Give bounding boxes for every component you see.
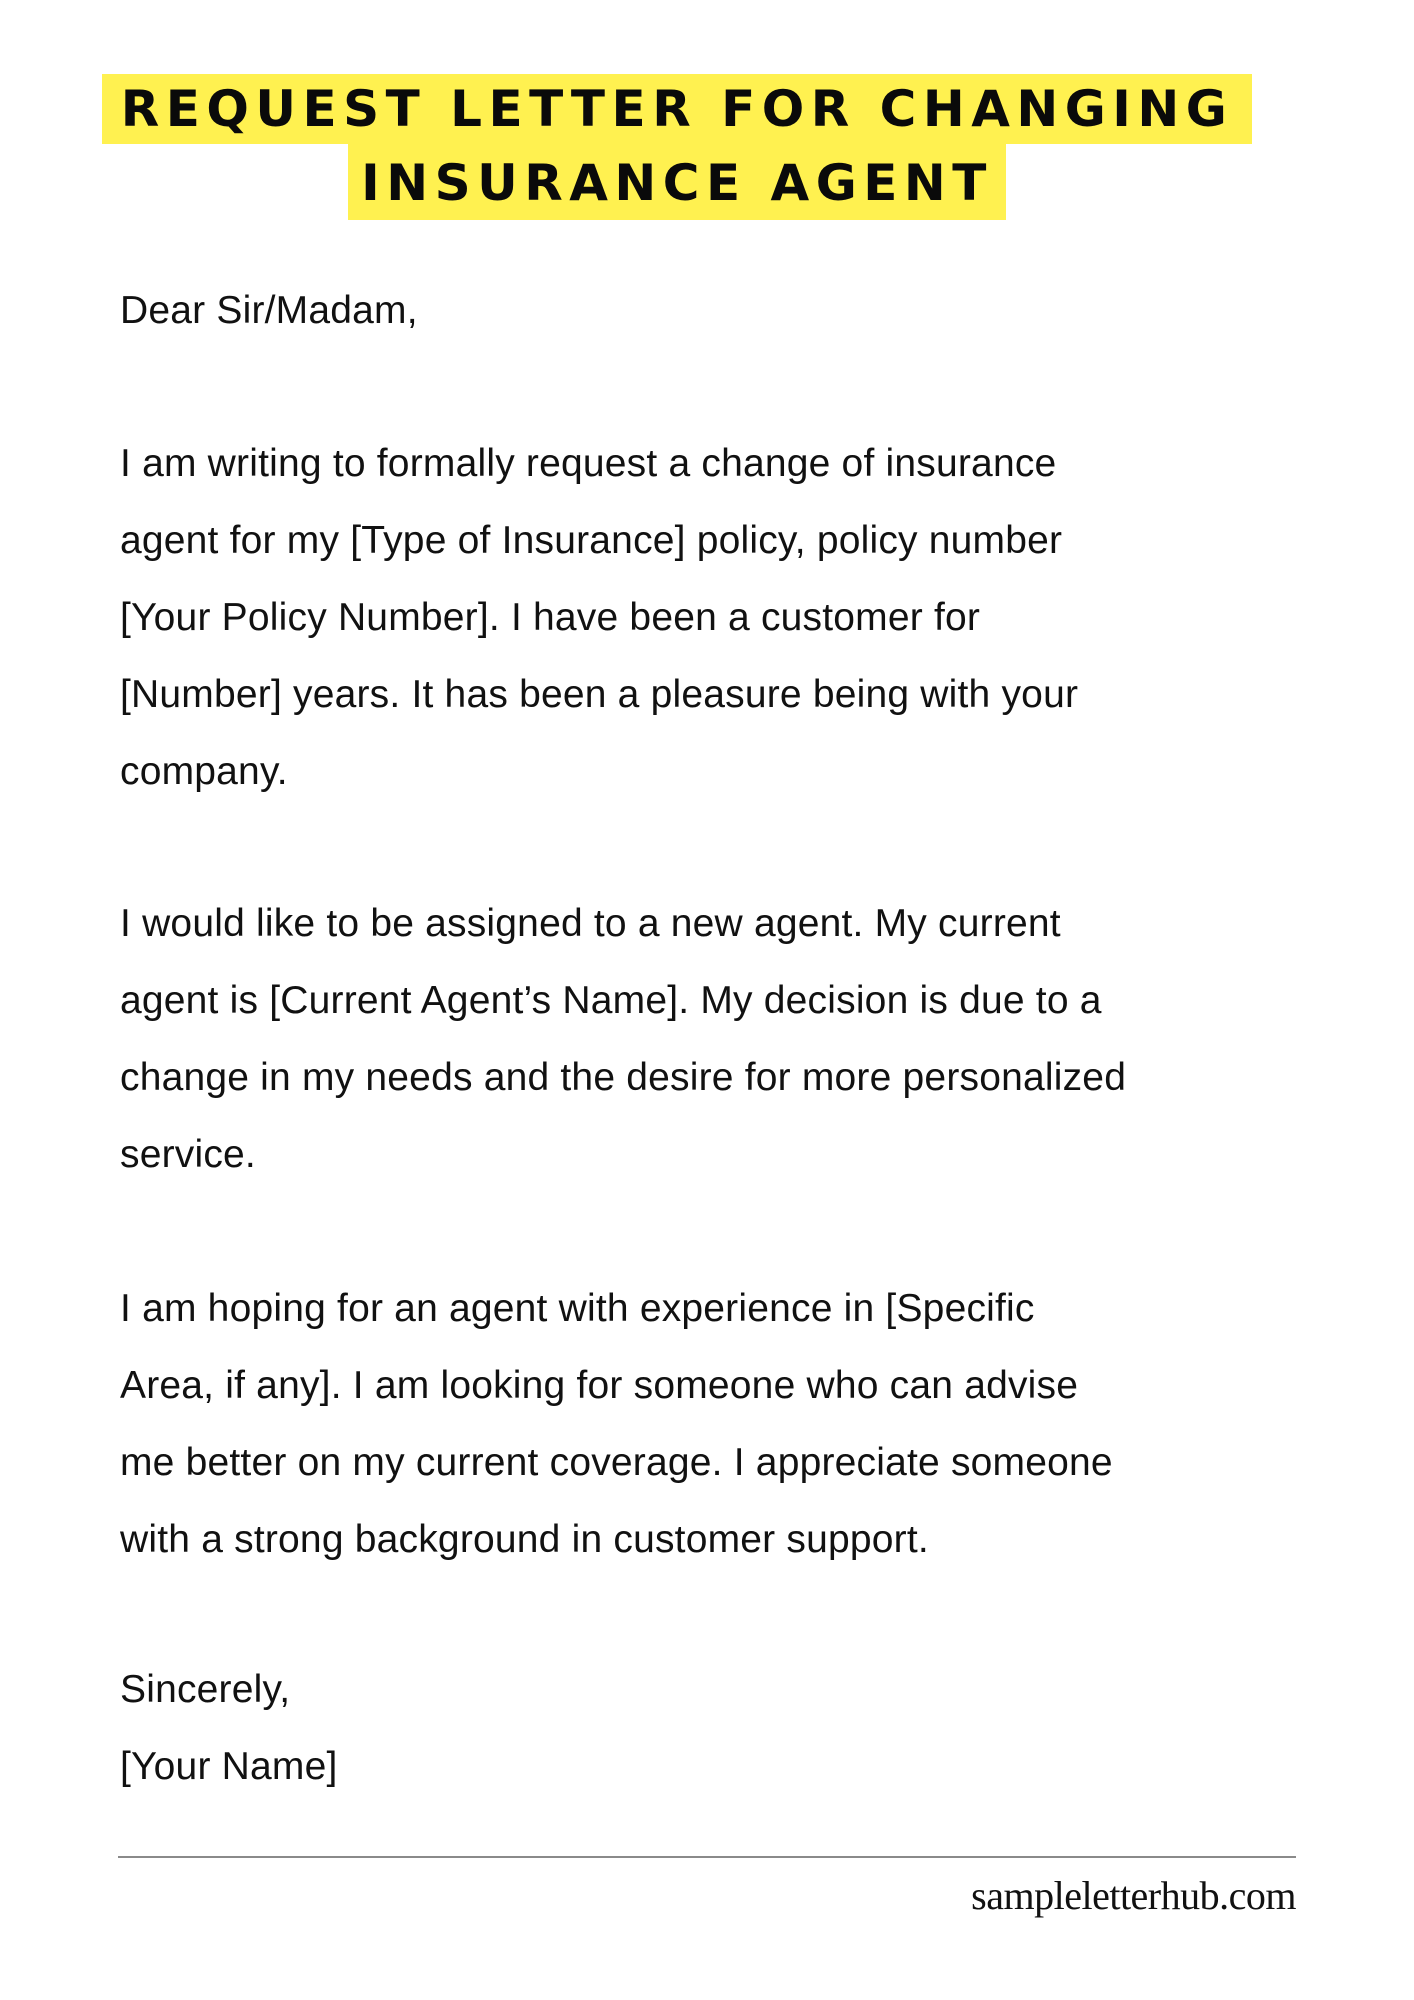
salutation xyxy=(120,272,418,349)
paragraph-line: I am writing to formally request a change of insurance xyxy=(120,442,1057,485)
page-title-line-1: REQUEST LETTER FOR CHANGING xyxy=(102,74,1252,144)
paragraph-line: agent is [Current Agent’s Name]. My decision is due to a xyxy=(120,979,1102,1022)
closing-block xyxy=(120,1651,338,1805)
paragraph-line: I would like to be assigned to a new agent. My current xyxy=(120,902,1061,945)
paragraph-line: change in my needs and the desire for more personalized xyxy=(120,1056,1127,1099)
paragraph-line: [Your Policy Number]. I have been a customer for xyxy=(120,596,981,639)
paragraph-line: [Number] years. It has been a pleasure being with your xyxy=(120,673,1079,716)
paragraph-3 xyxy=(120,1270,1113,1578)
closing-text: Sincerely, xyxy=(120,1668,291,1711)
page-title-line-2: INSURANCE AGENT xyxy=(348,143,1006,220)
paragraph-line: service. xyxy=(120,1133,256,1176)
paragraph-line: with a strong background in customer support. xyxy=(120,1518,929,1561)
salutation-text: Dear Sir/Madam, xyxy=(120,289,418,332)
paragraph-1 xyxy=(120,425,1078,810)
paragraph-line: me better on my current coverage. I appreciate someone xyxy=(120,1441,1113,1484)
footer-divider xyxy=(118,1856,1296,1858)
paragraph-line: agent for my [Type of Insurance] policy, policy number xyxy=(120,519,1063,562)
paragraph-line: I am hoping for an agent with experience in [Specific xyxy=(120,1287,1035,1330)
footer-site-name: sampleletterhub.com xyxy=(971,1873,1296,1918)
paragraph-line: Area, if any]. I am looking for someone who can advise xyxy=(120,1364,1079,1407)
signature-placeholder: [Your Name] xyxy=(120,1745,338,1788)
paragraph-line: company. xyxy=(120,750,288,793)
paragraph-2 xyxy=(120,885,1126,1193)
